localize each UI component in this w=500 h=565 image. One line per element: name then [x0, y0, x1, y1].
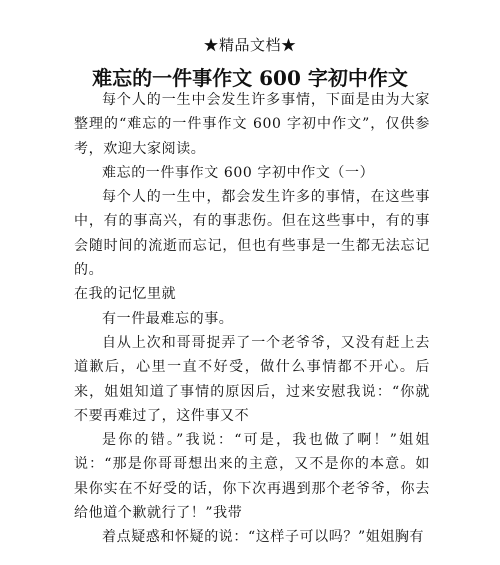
body-paragraph: 在我的记忆里就 — [74, 286, 177, 303]
body-paragraph: 是你的错。”我说：“可是，我也做了啊！”姐姐说：“那是你哥哥想出来的主意，又不是你的本意。如果你实在不好受的话，你下次再遇到那个老爷爷，你去给他道个歉就行了！”我带 — [74, 432, 430, 522]
body-paragraph: 自从上次和哥哥捉弄了一个老爷爷，又没有赶上去道歉后，心里一直不好受，做什么事情都不开心。后来，姐姐知道了事情的原因后，过来安慰我说：“你就不要再难过了，这件事又不 — [74, 334, 430, 424]
page-header: ★精品文档★ — [203, 36, 297, 54]
body-paragraph: 每个人的一生中，都会发生许多的事情，在这些事中，有的事高兴，有的事悲伤。但在这些事中，有的事会随时间的流逝而忘记，但也有些事是一生都无法忘记的。 — [74, 189, 430, 279]
document-body — [74, 88, 430, 550]
body-paragraph: 着点疑惑和怀疑的说：“这样子可以吗？”姐姐胸有 — [102, 529, 425, 546]
document-title: 难忘的一件事作文 600 字初中作文 — [92, 66, 408, 90]
body-paragraph: 有一件最难忘的事。 — [102, 310, 234, 327]
intro-paragraph: 每个人的一生中会发生许多事情，下面是由为大家整理的“难忘的一件事作文 600 字初中作文”，仅供参考，欢迎大家阅读。 — [74, 92, 430, 157]
section-heading: 难忘的一件事作文 600 字初中作文（一） — [102, 164, 375, 181]
